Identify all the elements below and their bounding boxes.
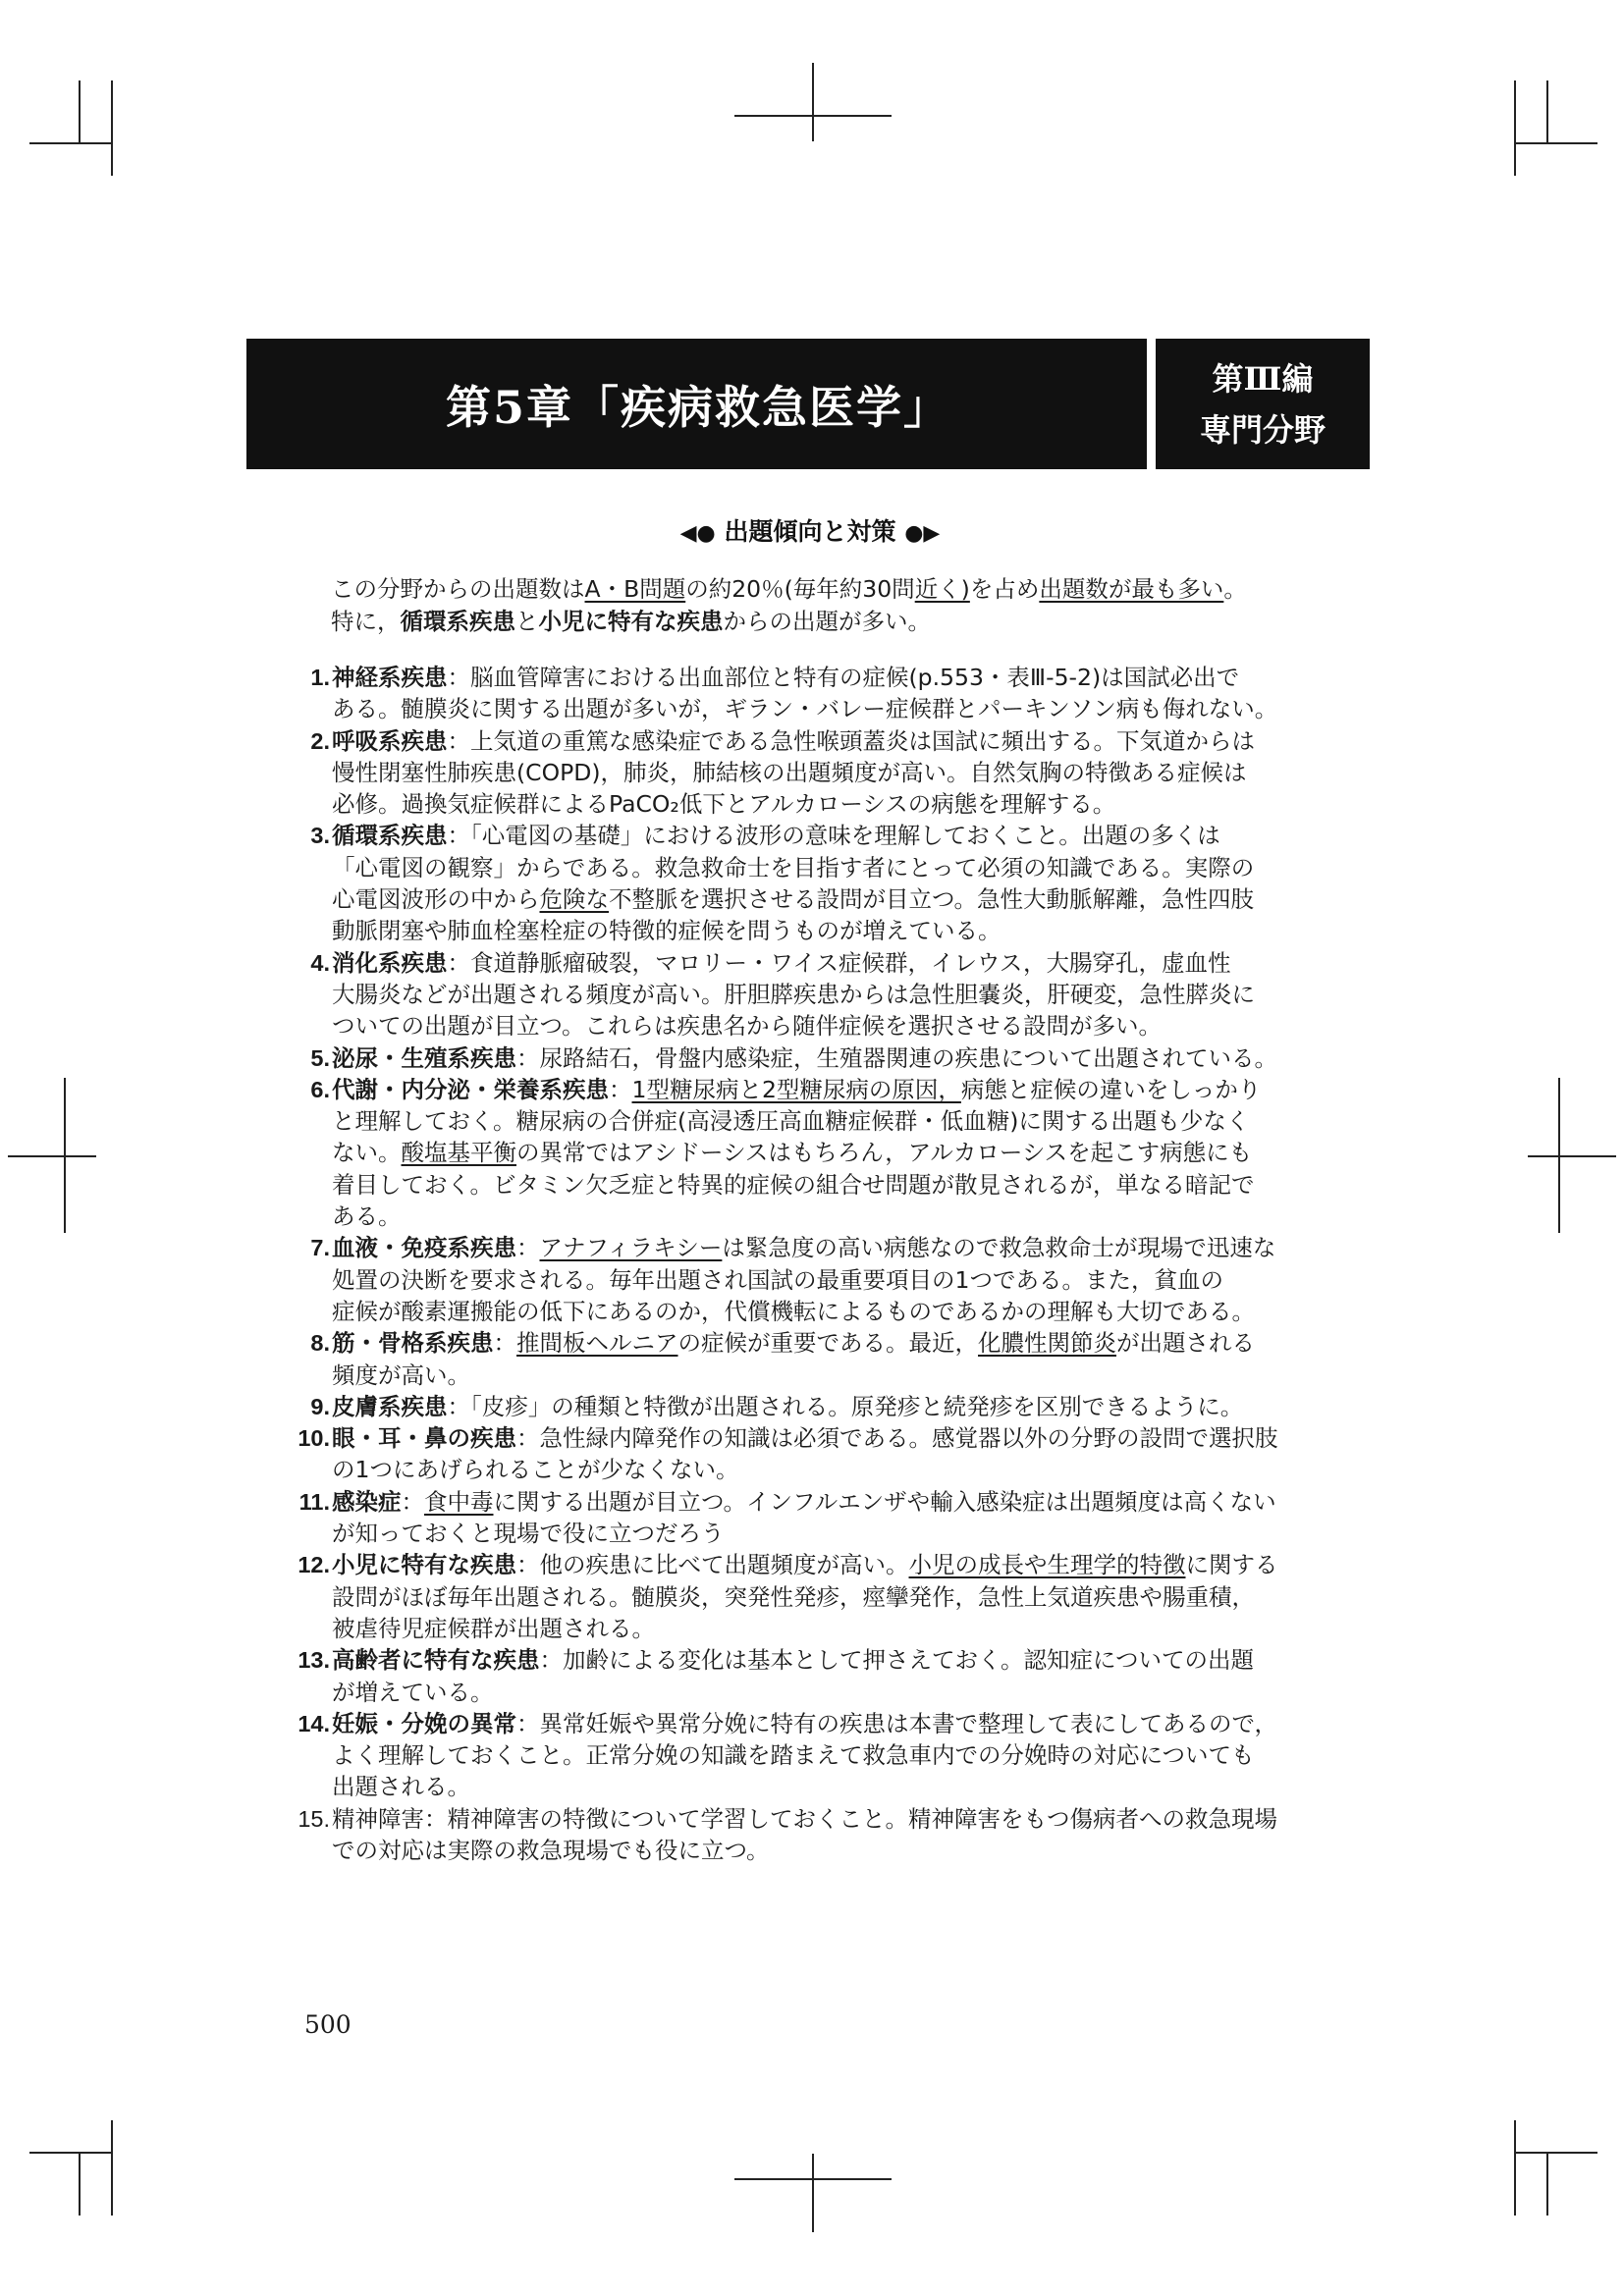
list-item xyxy=(287,1042,1327,1074)
intro-underline: 近く) xyxy=(914,575,970,603)
item-text: ： xyxy=(493,1329,516,1358)
item-text: ある。髄膜炎に関する出題が多いが，ギラン・バレー症候群とパーキンソン病も侮れない。 xyxy=(332,695,1278,723)
item-text: は緊急度の高い病態なので救急救命士が現場で迅速な xyxy=(722,1234,1276,1262)
part-label xyxy=(1156,339,1370,469)
item-text: 処置の決断を要求される。毎年出題され国試の最重要項目の1つである。また，貧血の xyxy=(332,1265,1223,1294)
item-name: 皮膚系疾患 xyxy=(332,1392,448,1420)
intro-line-2 xyxy=(331,606,1323,638)
intro-text: 。 xyxy=(1223,575,1247,603)
item-text: ：加齢による変化は基本として押さえておく。認知症についての出題 xyxy=(539,1646,1255,1675)
item-name: 高齢者に特有な疾患 xyxy=(332,1646,540,1675)
item-text: 不整脈を選択させる設問が目立つ。急性大動脈解離，急性四肢 xyxy=(609,885,1255,914)
list-item xyxy=(287,1232,1327,1327)
item-text: が知っておくと現場で役に立つだろう xyxy=(332,1520,725,1548)
item-number: 14. xyxy=(298,1710,330,1736)
item-number: 1. xyxy=(310,665,330,690)
list-item xyxy=(287,1486,1327,1550)
item-text: 大腸炎などが出題される頻度が高い。肝胆膵疾患からは急性胆嚢炎，肝硬変，急性膵炎に xyxy=(332,980,1255,1008)
part-label-line2: 専門分野 xyxy=(1199,410,1326,449)
item-name: 泌尿・生殖系疾患 xyxy=(332,1043,516,1072)
section-title: 出題傾向と対策 xyxy=(724,517,896,546)
item-name: 神経系疾患 xyxy=(332,664,448,691)
item-text: の1つにあげられることが少なくない。 xyxy=(332,1456,739,1484)
intro-text: 特に， xyxy=(331,608,401,635)
item-text: 着目しておく。ビタミン欠乏症と特異的症候の組合せ問題が散見されるが，単なる暗記で xyxy=(332,1170,1255,1199)
chapter-header xyxy=(246,339,1370,469)
item-text: と理解しておく。糖尿病の合併症(高浸透圧高血糖症候群・低血糖)に関する出題も少なく xyxy=(332,1107,1250,1136)
item-number: 6. xyxy=(310,1076,330,1102)
topic-list xyxy=(287,662,1327,1866)
item-number: 13. xyxy=(298,1647,330,1674)
item-text: よく理解しておくこと。正常分娩の知識を踏まえて救急車内での分娩時の対応についても xyxy=(332,1741,1255,1770)
item-name: 血液・免疫系疾患 xyxy=(332,1234,516,1262)
item-text: ：急性緑内障発作の知識は必須である。感覚器以外の分野の設問で選択肢 xyxy=(516,1424,1278,1453)
item-text: 被虐待児症候群が出題される。 xyxy=(332,1614,655,1642)
list-item xyxy=(287,820,1327,946)
item-text: ：「心電図の基礎」における波形の意味を理解しておくこと。出題の多くは xyxy=(447,822,1220,850)
heading-deco-left: ◀● xyxy=(679,521,716,546)
intro-paragraph xyxy=(331,573,1323,638)
item-text: ：他の疾患に比べて出題頻度が高い。 xyxy=(516,1551,909,1579)
intro-line-1 xyxy=(331,573,1323,606)
item-text: ついての出題が目立つ。これらは疾患名から随伴症候を選択させる設問が多い。 xyxy=(332,1012,1163,1041)
item-underline: 食中毒 xyxy=(424,1487,494,1516)
item-text: 設問がほぼ毎年出題される。髄膜炎，突発性発疹，痙攣発作，急性上気道疾患や腸重積， xyxy=(332,1582,1255,1611)
item-text: 頻度が高い。 xyxy=(332,1361,470,1389)
item-name: 精神障害 xyxy=(332,1804,424,1833)
item-text: ： xyxy=(609,1075,632,1103)
item-name: 眼・耳・鼻の疾患 xyxy=(332,1424,516,1453)
item-name: 呼吸系疾患 xyxy=(332,726,448,755)
item-text: ：食道静脈瘤破裂，マロリー・ワイス症候群，イレウス，大腸穿孔，虚血性 xyxy=(447,948,1231,977)
item-number: 8. xyxy=(310,1330,330,1357)
item-number: 7. xyxy=(310,1235,330,1261)
item-text: 動脈閉塞や肺血栓塞栓症の特徴的症候を問うものが増えている。 xyxy=(332,917,1001,945)
item-text: の異常ではアシドーシスはもちろん，アルカローシスを起こす病態にも xyxy=(516,1139,1253,1167)
intro-underline: A・B問題 xyxy=(584,575,686,603)
item-number: 9. xyxy=(310,1393,330,1419)
list-item xyxy=(287,1644,1327,1708)
item-text: ：尿路結石，骨盤内感染症，生殖器関連の疾患について出題されている。 xyxy=(516,1043,1278,1072)
item-text: が出題される xyxy=(1116,1329,1255,1358)
item-name: 循環系疾患 xyxy=(332,822,448,850)
item-text: に関する出題が目立つ。インフルエンザや輸入感染症は出題頻度は高くない xyxy=(493,1487,1276,1516)
item-underline: アナフィラキシー xyxy=(539,1234,723,1262)
header-divider xyxy=(1147,339,1156,469)
item-text: に関する xyxy=(1185,1551,1278,1579)
item-text: ： xyxy=(516,1234,540,1262)
item-number: 2. xyxy=(310,727,330,754)
item-number: 5. xyxy=(310,1044,330,1071)
list-item xyxy=(287,1803,1327,1867)
list-item xyxy=(287,725,1327,821)
intro-text: の約20％(毎年約30問 xyxy=(685,575,915,603)
item-text: での対応は実際の救急現場でも役に立つ。 xyxy=(332,1836,770,1864)
item-number: 3. xyxy=(310,823,330,849)
item-name: 消化系疾患 xyxy=(332,948,448,977)
item-underline: 小児の成長や生理学的特徴 xyxy=(908,1551,1186,1579)
item-text: ある。 xyxy=(332,1202,402,1231)
item-text: ： xyxy=(401,1487,424,1516)
item-text: 心電図波形の中から xyxy=(332,885,540,914)
item-text: が増えている。 xyxy=(332,1678,494,1706)
intro-underline: 出題数が最も多い xyxy=(1039,575,1224,603)
item-number: 12. xyxy=(298,1552,330,1578)
item-text: 症候が酸素運搬能の低下にあるのか，代償機転によるものであるかの理解も大切である。 xyxy=(332,1297,1255,1325)
item-number: 4. xyxy=(310,949,330,976)
intro-emphasis: 循環系疾患 xyxy=(400,608,515,635)
part-label-line1: 第Ⅲ編 xyxy=(1212,359,1314,398)
list-item xyxy=(287,947,1327,1042)
item-name: 小児に特有な疾患 xyxy=(332,1551,516,1579)
item-text: 慢性閉塞性肺疾患(COPD)，肺炎，肺結核の出題頻度が高い。自然気胸の特徴ある症候は xyxy=(332,758,1247,786)
item-name: 筋・骨格系疾患 xyxy=(332,1329,494,1358)
item-underline: 1型糖尿病と2型糖尿病の原因， xyxy=(631,1075,961,1103)
item-number: 10. xyxy=(298,1425,330,1452)
item-text: 必修。過換気症候群によるPaCO₂低下とアルカローシスの病態を理解する。 xyxy=(332,790,1116,819)
item-underline: 化膿性関節炎 xyxy=(978,1329,1116,1358)
item-underline: 危険な xyxy=(539,885,609,914)
intro-text: を占め xyxy=(969,575,1040,603)
list-item xyxy=(287,1391,1327,1422)
item-text: ：異常妊娠や異常分娩に特有の疾患は本書で整理して表にしてあるので， xyxy=(516,1709,1278,1737)
intro-text: と xyxy=(515,608,539,635)
item-name: 感染症 xyxy=(332,1487,402,1516)
item-text: ない。 xyxy=(332,1139,402,1167)
list-item xyxy=(287,1708,1327,1803)
item-text: の症候が重要である。最近， xyxy=(677,1329,978,1358)
intro-text: からの出題が多い。 xyxy=(723,608,931,635)
list-item xyxy=(287,1422,1327,1486)
item-underline: 酸塩基平衡 xyxy=(401,1139,516,1167)
heading-deco-right: ●▶ xyxy=(904,521,941,546)
item-underline: 推間板ヘルニア xyxy=(516,1329,678,1358)
item-text: ：脳血管障害における出血部位と特有の症候(p.553・表Ⅲ-5-2)は国試必出で xyxy=(447,664,1240,691)
intro-emphasis: 小児に特有な疾患 xyxy=(538,608,724,635)
list-item xyxy=(287,1074,1327,1232)
list-item xyxy=(287,1327,1327,1391)
item-name: 妊娠・分娩の異常 xyxy=(332,1709,516,1737)
item-text: ：精神障害の特徴について学習しておくこと。精神障害をもつ傷病者への救急現場 xyxy=(424,1804,1278,1833)
list-item xyxy=(287,1549,1327,1644)
item-text: ：「皮疹」の種類と特徴が出題される。原発疹と続発疹を区別できるように。 xyxy=(447,1392,1244,1420)
section-heading xyxy=(609,512,1011,548)
item-text: 出題される。 xyxy=(332,1773,470,1801)
chapter-title: 第5章「疾病救急医学」 xyxy=(445,380,950,434)
item-name: 代謝・内分泌・栄養系疾患 xyxy=(332,1075,609,1103)
page-number: 500 xyxy=(304,2010,352,2039)
item-number: 15. xyxy=(298,1805,330,1832)
item-text: ：上気道の重篤な感染症である急性喉頭蓋炎は国試に頻出する。下気道からは xyxy=(447,726,1255,755)
list-item xyxy=(287,662,1327,725)
item-text: 病態と症候の違いをしっかり xyxy=(960,1075,1262,1103)
item-text: 「心電図の観察」からである。救急救命士を目指す者にとって必須の知識である。実際の xyxy=(332,853,1255,881)
item-number: 11. xyxy=(298,1488,330,1515)
intro-text: この分野からの出題数は xyxy=(331,575,585,603)
